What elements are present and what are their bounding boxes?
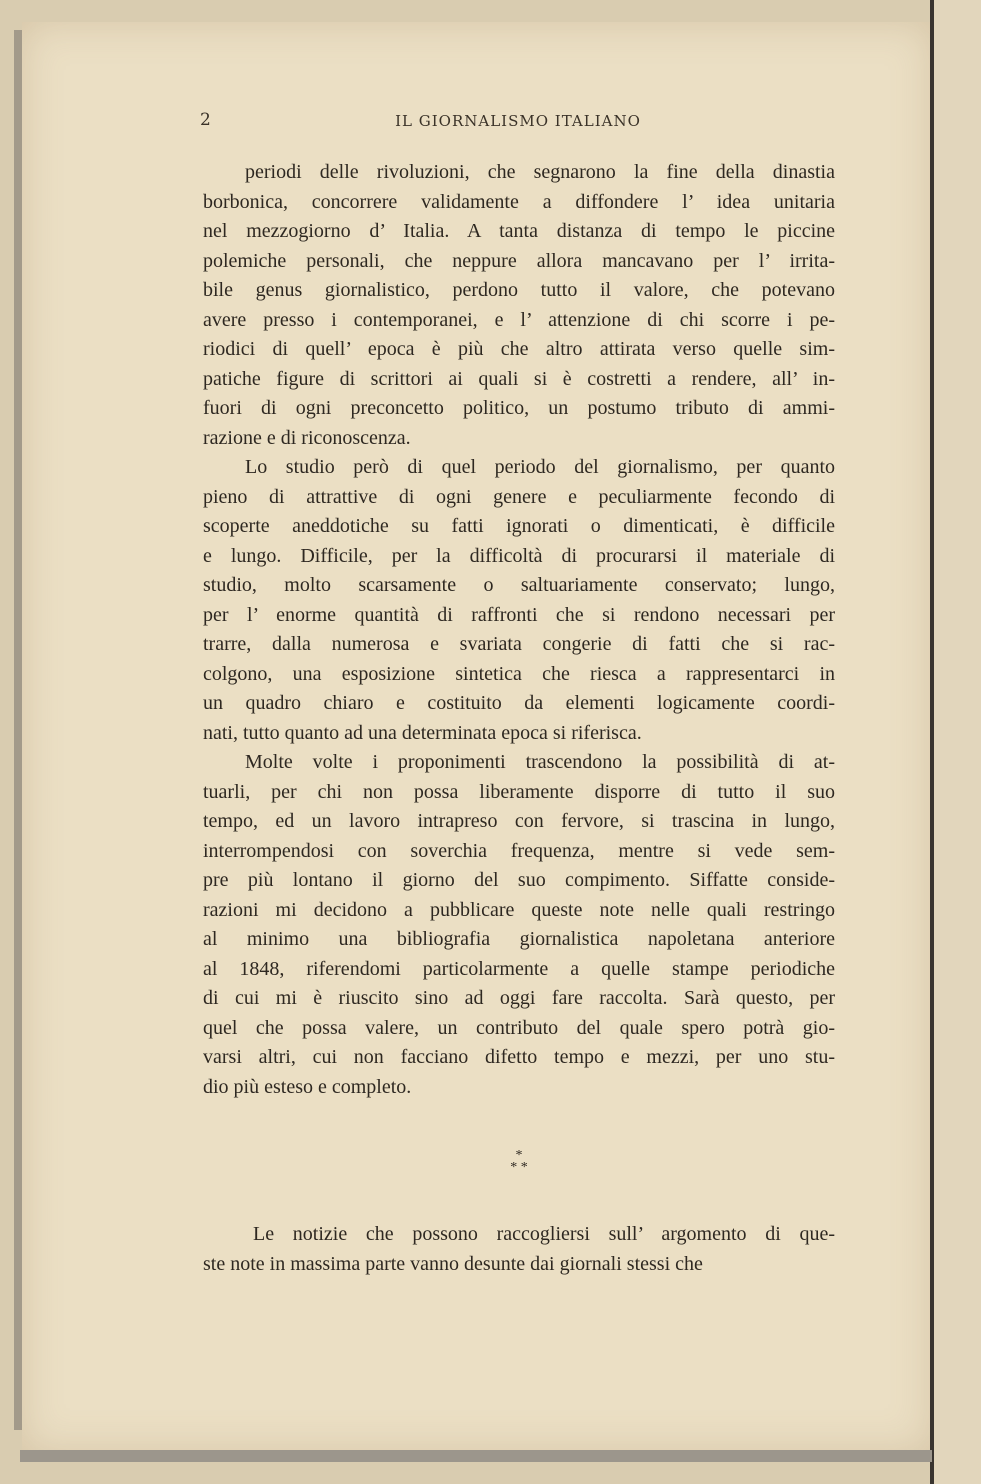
paragraph [203,1220,835,1279]
text-line: e lungo. Difficile, per la difficoltà di procurarsi il materiale di [203,544,835,567]
page-edge-left [14,30,22,1430]
running-title: IL GIORNALISMO ITALIANO [395,112,641,130]
text-line: riodici di quell’ epoca è più che altro attirata verso quelle sim- [203,338,835,360]
text-line: tempo, ed un lavoro intrapreso con fervore, si trascina in lungo, [203,810,835,832]
text-line: scoperte aneddotiche su fatti ignorati o dimenticati, è difficile [203,515,835,537]
body-text [203,158,835,1279]
next-page-edge [934,0,981,1484]
text-line: ste note in massima parte vanno desunte dai giornali stessi che [203,1252,703,1275]
asterism-top: * [515,1148,523,1163]
page-number: 2 [200,110,212,130]
text-line: quel che possa valere, un contributo del quale spero potrà gio- [203,1016,835,1039]
text-line: razione e di riconoscenza. [203,426,411,449]
text-line: al 1848, riferendomi particolarmente a quelle stampe periodiche [203,957,835,980]
text-line: nati, tutto quanto ad una determinata epoca si riferisca. [203,721,642,744]
paragraph [203,453,835,748]
text-line: pieno di attrattive di ogni genere e peculiarmente fecondo di [203,485,835,508]
text-line: avere presso i contemporanei, e l’ attenzione di chi scorre i pe- [203,308,835,331]
running-header [200,110,836,134]
text-line: al minimo una bibliografia giornalistica napoletana anteriore [203,928,835,950]
text-line: pre più lontano il giorno del suo compimento. Siffatte conside- [203,869,835,891]
paragraph [203,158,835,453]
text-line: dio più esteso e completo. [203,1075,412,1098]
text-line: colgono, una esposizione sintetica che riesca a rappresentarci in [203,662,835,685]
text-line: Lo studio però di quel periodo del giornalismo, per quanto [245,456,835,478]
text-line: Le notizie che possono raccogliersi sull’ argomento di que- [253,1223,835,1245]
text-line: fuori di ogni preconcetto politico, un postumo tributo di ammi- [203,397,835,419]
text-line: un quadro chiaro e costituito da elementi logicamente coordi- [203,692,835,714]
text-line: Molte volte i proponimenti trascendono la possibilità di at- [245,751,835,773]
text-line: borbonica, concorrere validamente a diffondere l’ idea unitaria [203,190,835,213]
paragraph [203,748,835,1102]
asterism-bottom: * * [510,1160,528,1175]
text-line: periodi delle rivoluzioni, che segnarono la fine della dinastia [245,161,835,183]
text-line: nel mezzogiorno d’ Italia. A tanta distanza di tempo le piccine [203,220,835,242]
text-line: per l’ enorme quantità di raffronti che si rendono necessari per [203,603,835,626]
text-line: bile genus giornalistico, perdono tutto il valore, che potevano [203,279,835,301]
page-edge-bottom [20,1450,932,1462]
asterism-divider [203,1102,835,1220]
text-line: polemiche personali, che neppure allora mancavano per l’ irrita- [203,249,835,272]
text-line: di cui mi è riuscito sino ad oggi fare raccolta. Sarà questo, per [203,987,835,1009]
text-line: patiche figure di scrittori ai quali si è costretti a rendere, all’ in- [203,367,835,390]
text-line: trarre, dalla numerosa e svariata congerie di fatti che si rac- [203,633,835,655]
text-line: interrompendosi con soverchia frequenza, mentre si vede sem- [203,839,835,862]
text-line: studio, molto scarsamente o saltuariamente conservato; lungo, [203,574,835,596]
text-line: tuarli, per chi non possa liberamente disporre di tutto il suo [203,780,835,803]
text-line: razioni mi decidono a pubblicare queste note nelle quali restringo [203,898,835,921]
text-line: varsi altri, cui non facciano difetto tempo e mezzi, per uno stu- [203,1046,835,1068]
